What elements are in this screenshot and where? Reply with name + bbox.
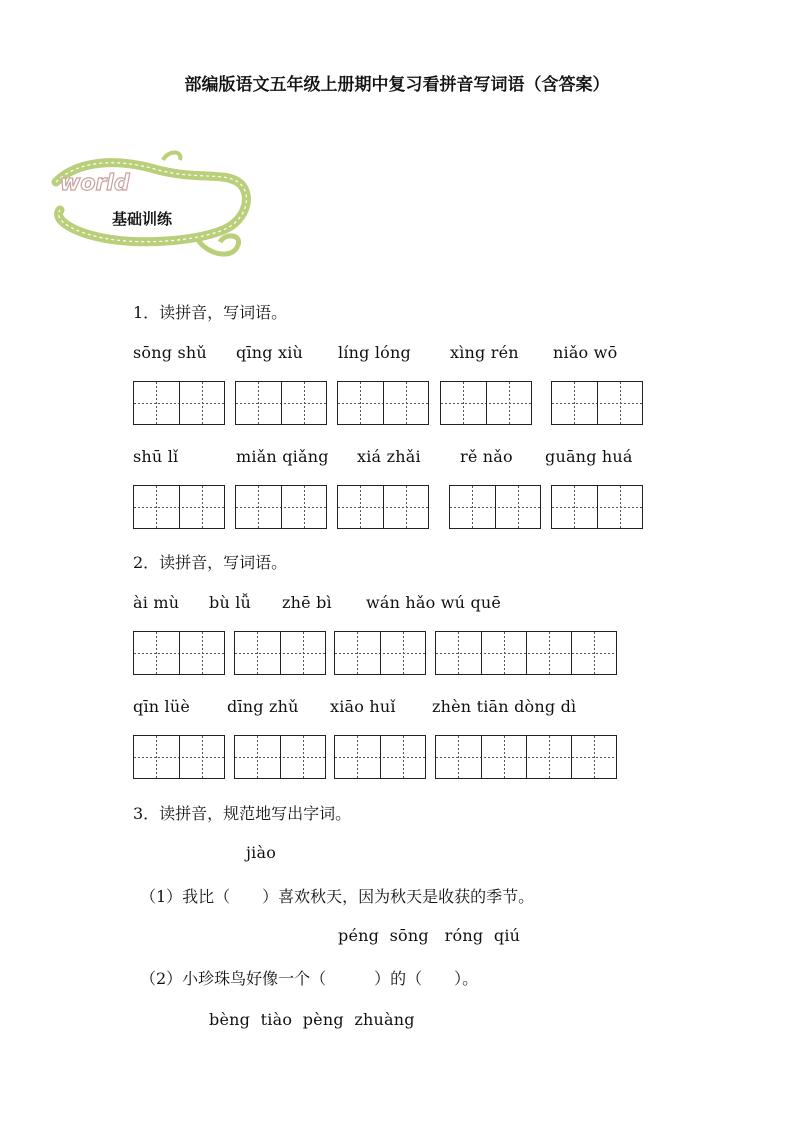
writing-grid[interactable] bbox=[334, 631, 426, 675]
pinyin: dīng zhǔ bbox=[227, 697, 299, 716]
pinyin: niǎo wō bbox=[553, 343, 618, 362]
pinyin: bèng tiào pèng zhuàng bbox=[209, 1010, 415, 1029]
pinyin: bù lǚ bbox=[209, 593, 252, 612]
pinyin: péng sōng róng qiú bbox=[338, 926, 521, 945]
writing-grid[interactable] bbox=[551, 485, 643, 529]
pinyin: qīn lüè bbox=[133, 697, 191, 716]
q1-heading: 1．读拼音，写词语。 bbox=[133, 303, 288, 322]
pinyin: qīng xiù bbox=[236, 343, 304, 362]
banner-label: 基础训练 bbox=[112, 210, 173, 228]
pinyin: sōng shǔ bbox=[133, 343, 207, 362]
pinyin: miǎn qiǎng bbox=[236, 447, 329, 466]
sentence-1: （1）我比（ ）喜欢秋天，因为秋天是收获的季节。 bbox=[140, 887, 535, 906]
page-title: 部编版语文五年级上册期中复习看拼音写词语（含答案） bbox=[184, 75, 610, 95]
pinyin: ài mù bbox=[133, 593, 180, 612]
writing-grid[interactable] bbox=[234, 631, 326, 675]
pinyin: xìng rén bbox=[450, 343, 519, 362]
q2-heading: 2．读拼音，写词语。 bbox=[133, 553, 288, 572]
q3-heading: 3．读拼音，规范地写出字词。 bbox=[133, 804, 352, 823]
sentence-2: （2）小珍珠鸟好像一个（ ）的（ ）。 bbox=[140, 969, 479, 988]
writing-grid[interactable] bbox=[440, 381, 532, 425]
writing-grid[interactable] bbox=[235, 381, 327, 425]
banner-word: world bbox=[60, 171, 130, 196]
writing-grid[interactable] bbox=[133, 485, 225, 529]
pinyin: guāng huá bbox=[545, 447, 633, 466]
pinyin: xiá zhǎi bbox=[357, 447, 421, 466]
writing-grid[interactable] bbox=[133, 735, 225, 779]
writing-grid[interactable] bbox=[337, 381, 429, 425]
writing-grid[interactable] bbox=[449, 485, 541, 529]
pinyin: zhèn tiān dòng dì bbox=[432, 697, 577, 716]
writing-grid[interactable] bbox=[435, 735, 617, 779]
pinyin: rě nǎo bbox=[460, 447, 513, 466]
pinyin: zhē bì bbox=[282, 593, 332, 612]
writing-grid[interactable] bbox=[334, 735, 426, 779]
writing-grid[interactable] bbox=[235, 485, 327, 529]
pinyin: jiào bbox=[246, 843, 277, 862]
pinyin: wán hǎo wú quē bbox=[366, 593, 502, 612]
pinyin: líng lóng bbox=[338, 343, 411, 362]
writing-grid[interactable] bbox=[234, 735, 326, 779]
writing-grid[interactable] bbox=[133, 631, 225, 675]
pinyin: shū lǐ bbox=[133, 447, 179, 466]
writing-grid[interactable] bbox=[435, 631, 617, 675]
writing-grid[interactable] bbox=[337, 485, 429, 529]
writing-grid[interactable] bbox=[551, 381, 643, 425]
writing-grid[interactable] bbox=[133, 381, 225, 425]
pinyin: xiāo huǐ bbox=[330, 697, 396, 716]
